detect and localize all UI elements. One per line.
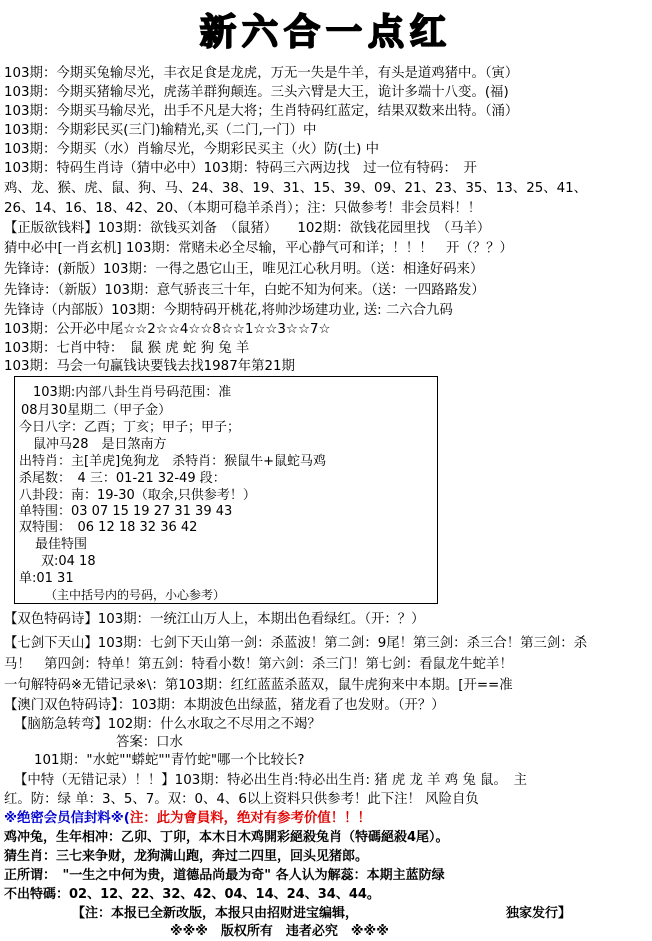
line-7: 鸡、龙、猴、虎、鼠、狗、马、24、38、19、31、15、39、09、21、23、35、13、25、41、	[4, 181, 588, 196]
line-9: 【正版欲钱料】103期：欲钱买刘备 （鼠猪） 102期：欲钱花园里找 （马羊）	[4, 221, 491, 236]
lower-line-7: 答案：口水	[116, 735, 183, 750]
line-6: 103期：特码生肖诗（猜中必中）103期：特码三六两边找 过一位有特码： 开	[4, 161, 477, 176]
lower-line-5: 【澳门双色特码诗】：103期：本期波色出绿蓝，猪龙看了也发财。（开？）	[4, 698, 445, 713]
line-4: 103期：今期彩民买(三门)输精光,买（二门,一门）中	[4, 123, 317, 138]
notice-prefix: ※绝密会员信封料※(	[4, 811, 130, 826]
box-line-4: 鼠冲马28 是日煞南方	[33, 437, 167, 452]
box-line-9: 双特围： 06 12 18 32 36 42	[19, 520, 198, 535]
bold-line-2: 猜生肖：三七来争财，龙狗满山跑，奔过二四里，回头见猪郎。	[4, 849, 369, 864]
footer-note-right: 独家发行】	[506, 906, 572, 921]
lower-line-6: 【脑筋急转弯】102期：什么水取之不尽用之不竭？	[14, 717, 321, 732]
line-2: 103期：今期买猪输尽光，虎荡羊群狗颠连。三头六臂是大王，诡计多端十八变。(福)	[4, 85, 509, 100]
bagua-box	[14, 376, 438, 604]
bold-line-4: 不出特碼：02、12、22、32、42、04、14、24、34、44。	[4, 887, 380, 902]
box-line-11: 双:04 18	[41, 554, 96, 569]
notice-red-text: 注：此为會員料，绝对有参考价值！！！	[129, 811, 371, 826]
box-line-1: 103期:内部八卦生肖号码范围：准	[33, 385, 232, 400]
page-title: 新六合一点红	[199, 12, 452, 53]
line-3: 103期：今期买马输尽光，出手不凡是大将；生肖特码红蓝定，结果双数来出特。（涌）	[4, 104, 519, 119]
line-11: 先锋诗：(新版）103期：一得之愚它山王，唯见江心秋月明。（送：相逢好码来）	[4, 262, 484, 277]
bold-line-1: 鸡冲兔，生年相冲：乙卯、丁卯，本木日木鸡開彩絕殺兔肖（特碼絕殺4尾）。	[4, 830, 449, 845]
line-8: 26、14、16、18、42、20、（本期可稳羊杀肖）；注：只做参考！非会员料！！	[4, 201, 482, 216]
copyright-footer: ※※※ 版权所有 违者必究 ※※※	[170, 924, 389, 939]
footer-note-left: 【注：本报已全新改版，本报只由招财进宝编辑，	[72, 906, 359, 921]
line-13: 先锋诗（内部版）103期：今期特码开桃花,将帅沙场建功业, 送: 二六合九码	[4, 303, 453, 318]
lower-line-4: 一句解特码※无错记录※\：第103期：红红蓝蓝杀蓝双，鼠牛虎狗来中本期。[开==准	[4, 678, 513, 693]
line-15: 103期：七肖中特： 鼠 猴 虎 蛇 狗 兔 羊	[4, 341, 250, 356]
lower-line-1: 【双色特码诗】103期：一统江山万人上，本期出色看绿红。（开：？）	[4, 612, 425, 627]
box-line-8: 单特围：03 07 15 19 27 31 39 43	[19, 504, 233, 519]
member-notice	[4, 810, 371, 827]
box-line-12: 单:01 31	[19, 571, 74, 586]
lower-line-3: 马！ 第四剑：特单！第五剑：特看小数！第六剑：杀三门！第七剑：看鼠龙牛蛇羊！	[4, 657, 513, 672]
lower-line-10: 红。防：绿 单：3、5、7。双：0、4、6以上资料只供参考！此下注！ 风险自负	[4, 792, 479, 807]
lower-line-8: 101期："水蛇""蟒蛇""青竹蛇"哪一个比较长?	[34, 753, 305, 768]
box-line-7: 八卦段：南：19-30（取余,只供参考！）	[19, 488, 256, 503]
box-line-6: 杀尾数： 4 三：01-21 32-49 段：	[19, 471, 226, 486]
line-5: 103期：今期买（水）肖输尽光，今期彩民买主（火）防(土) 中	[4, 142, 380, 157]
box-line-10: 最佳特围	[35, 537, 88, 552]
line-14: 103期：公开必中尾☆☆2☆☆4☆☆8☆☆1☆☆3☆☆7☆	[4, 322, 331, 337]
line-12: 先锋诗：（新版）103期：意气骄丧三十年，白蛇不知为何来。（送：一四路路发）	[4, 283, 485, 298]
box-line-2: 08月30星期二（甲子金）	[21, 403, 172, 418]
bold-line-3: 正所谓： "一生之中何为贵，道德品尚最为奇" 各人认为解蕊：本期主蓝防绿	[4, 868, 445, 883]
box-line-3: 今日八字：乙酉；丁亥；甲子；甲子；	[19, 420, 241, 435]
lower-line-2: 【七剑下天山】103期：七剑下天山第一剑：杀蓝波！第二剑：9尾！第三剑：杀三合！第三剑：杀	[4, 636, 588, 651]
box-line-5: 出特肖：主[羊虎]兔狗龙 杀特肖：猴鼠牛+鼠蛇马鸡	[19, 454, 327, 469]
line-1: 103期：今期买兔输尽光，丰衣足食是龙虎，万无一失是牛羊，有头是道鸡猪中。（寅）	[4, 66, 519, 81]
line-10: 猜中必中[一肖玄机] 103期：常赌未必全尽输，平心静气可和详；！！！ 开（？？）	[4, 241, 513, 256]
lower-line-9: 【中特（无错记录）！！】103期：特必出生肖:特必出生肖: 猪 虎 龙 羊 鸡 兔 鼠。 主	[14, 773, 527, 788]
box-line-13: （主中括号内的号码，小心参考）	[45, 588, 226, 602]
line-16: 103期：马会一句赢钱诀要钱去找1987年第21期	[4, 359, 295, 374]
